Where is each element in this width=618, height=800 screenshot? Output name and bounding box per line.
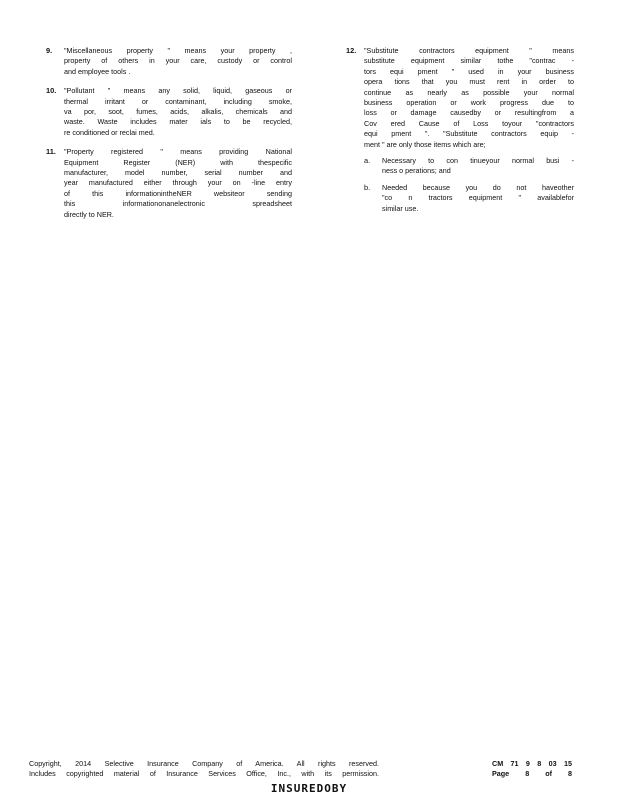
left-column (46, 46, 292, 229)
definition-text-line: waste. Waste includes mater ials to be recycled, (64, 117, 292, 127)
subitem-text-line: similar use. (382, 203, 419, 213)
definition-text-line: "Property registered " means providing National (64, 147, 292, 157)
definition-text-line: Equipment Register (NER) with thespecific (64, 157, 292, 167)
definition-text-line: property of others in your care, custody or control (64, 56, 292, 66)
definition-number: 9. (46, 46, 53, 55)
definition-text-line: year manufactured either through your on -line entry (64, 178, 292, 188)
page-number: Page 8 of 8 (492, 769, 572, 779)
definition-text-line: of this informationintheNER websiteor sending (64, 188, 292, 198)
definition-text-line: opera tions that you must rent in order to (364, 77, 574, 87)
definition-item (46, 46, 292, 77)
definition-text-line: substitute equipment similar tothe "contrac - (364, 56, 574, 66)
definition-text-line: manufacturer, model number, serial number and (64, 168, 292, 178)
subitem-text-line: Needed because you do not haveother (382, 182, 574, 192)
definition-item (346, 46, 574, 214)
definition-text-line: tors equi pment " used in your business (364, 66, 574, 76)
definition-item (46, 86, 292, 138)
definition-subitem (364, 156, 574, 177)
definition-text-line: directly to NER. (64, 209, 114, 219)
form-number: CM 71 9 8 03 15 (492, 759, 572, 768)
copyright-notice (29, 759, 379, 780)
definition-text-line: equi pment ". "Substitute contractors equip - (364, 129, 574, 139)
definition-text-line: this informationonanelectronic spreadsheet (64, 199, 292, 209)
subitem-letter: a. (364, 156, 371, 166)
definition-text-line: "Substitute contractors equipment " means (364, 46, 574, 55)
subitem-text-line: "co n tractors equipment " availablefor (382, 193, 574, 203)
definition-text-line: business operation or work progress due to (364, 98, 574, 108)
right-column (346, 46, 574, 223)
definition-text-line: and employee tools . (64, 66, 131, 76)
subitem-text-line: Necessary to con tinueyour normal busi - (382, 156, 574, 166)
copyright-line: Includes copyrighted material of Insurance Services Office, Inc., with its permission. (29, 769, 379, 779)
definition-item (46, 147, 292, 220)
watermark: INSUREDOBY (270, 782, 348, 795)
definition-text-line: "Pollutant " means any solid, liquid, gaseous or (64, 86, 292, 96)
definition-text-line: continue as nearly as possible your normal (364, 87, 574, 97)
definition-text-line: re conditioned or reclai med. (64, 127, 155, 137)
definition-text-line: "Miscellaneous property " means your property , (64, 46, 292, 55)
copyright-line: Copyright, 2014 Selective Insurance Company of America. All rights reserved. (29, 759, 379, 768)
subitem-letter: b. (364, 182, 371, 192)
definition-text-line: va por, soot, fumes, acids, alkalis, chemicals and (64, 107, 292, 117)
form-identifier (492, 759, 572, 780)
definition-text-line: Cov ered Cause of Loss toyour "contractors (364, 118, 574, 128)
definition-number: 11. (46, 147, 56, 157)
definition-number: 10. (46, 86, 57, 96)
definition-text-line: thermal irritant or contaminant, including smoke, (64, 96, 292, 106)
definition-text-line: ment " are only those items which are; (364, 139, 486, 149)
definition-text-line: loss or damage causedby or resultingfrom a (364, 108, 574, 118)
definition-number: 12. (346, 46, 357, 55)
definition-subitem (364, 183, 574, 214)
subitem-text-line: ness o perations; and (382, 166, 451, 176)
